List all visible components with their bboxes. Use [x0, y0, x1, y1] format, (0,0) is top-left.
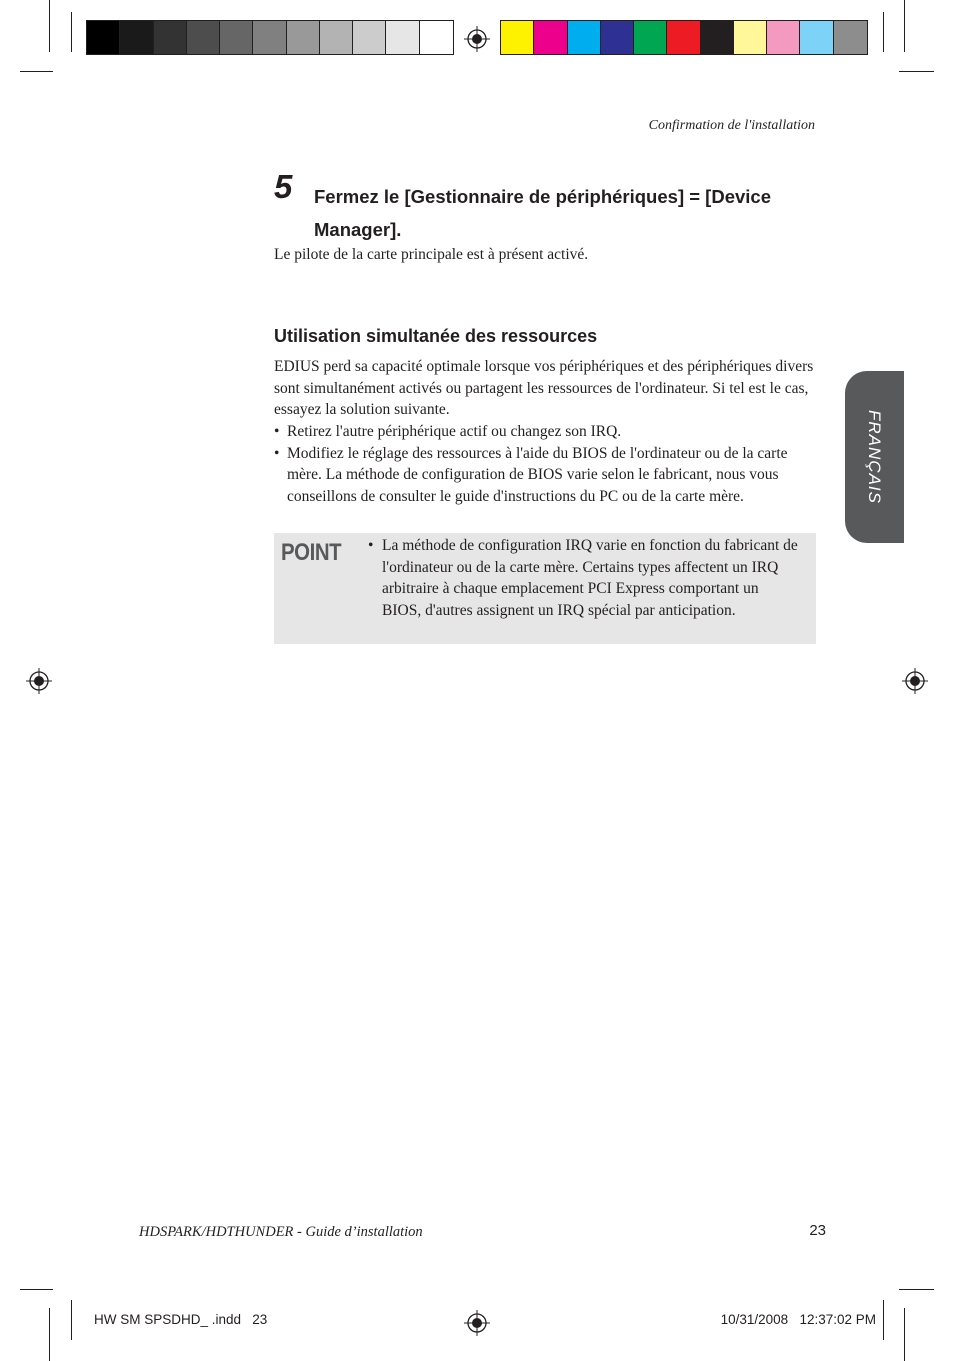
- crop-mark: [71, 12, 72, 52]
- point-note-item: • La méthode de configuration IRQ varie en fonction du fabricant de l'ordinateur ou de la carte mère. Certains types affectent un IRQ arbitraire à chaque emplacement PCI Express comportant un BIOS, d'autres assignent un IRQ spécial par anticipation.: [368, 535, 798, 621]
- color-swatch: [701, 21, 734, 54]
- bullet-item: • Modifiez le réglage des ressources à l'aide du BIOS de l'ordinateur ou de la carte mère. La méthode de configuration de BIOS varie selon le fabricant, nous vous conseillons de consulter le guide d'instructions du PC ou de la carte mère.: [274, 443, 814, 508]
- registration-mark-icon: [902, 668, 928, 694]
- crop-mark: [883, 1300, 884, 1340]
- crop-mark: [899, 1289, 934, 1290]
- footer-title: HDSPARK/HDTHUNDER - Guide d’installation: [139, 1224, 423, 1240]
- crop-mark: [883, 12, 884, 52]
- running-header: Confirmation de l'installation: [648, 118, 815, 133]
- color-swatch: [154, 21, 187, 54]
- color-swatch: [120, 21, 153, 54]
- color-swatch: [501, 21, 534, 54]
- color-swatch: [253, 21, 286, 54]
- slug-filename: HW SM SPSDHD_ .indd 23: [94, 1312, 268, 1327]
- section-heading: Utilisation simultanée des ressources: [274, 326, 598, 346]
- page-number: 23: [809, 1222, 826, 1239]
- color-swatch: [800, 21, 833, 54]
- crop-mark: [904, 0, 905, 52]
- crop-mark: [20, 1289, 53, 1290]
- step-description: Le pilote de la carte principale est à présent activé.: [274, 246, 589, 263]
- crop-mark: [71, 1300, 72, 1340]
- crop-mark: [49, 0, 50, 52]
- color-swatch: [353, 21, 386, 54]
- registration-mark-icon: [464, 1310, 490, 1336]
- step-title: Fermez le [Gestionnaire de périphériques] = [Device Manager].: [314, 186, 771, 240]
- color-swatch: [767, 21, 800, 54]
- color-swatch: [601, 21, 634, 54]
- color-swatch: [568, 21, 601, 54]
- crop-mark: [899, 71, 934, 72]
- step-number: 5: [274, 168, 293, 205]
- color-swatch: [834, 21, 867, 54]
- color-swatch: [287, 21, 320, 54]
- crop-mark: [20, 71, 53, 72]
- registration-mark-icon: [26, 668, 52, 694]
- color-swatch: [734, 21, 767, 54]
- registration-mark-icon: [464, 26, 490, 52]
- color-swatch: [386, 21, 419, 54]
- slug-datetime: 10/31/2008 12:37:02 PM: [720, 1312, 876, 1327]
- color-swatch: [220, 21, 253, 54]
- crop-mark: [49, 1308, 50, 1361]
- crop-mark: [904, 1308, 905, 1361]
- color-swatch: [320, 21, 353, 54]
- section-bullet-list: [274, 421, 814, 507]
- point-label: POINT: [281, 539, 342, 566]
- section-paragraph: EDIUS perd sa capacité optimale lorsque vos périphériques et des périphériques divers sont simultanément activés ou partagent les ressources de l'ordinateur. Si tel est le cas, essayez la solution suivante.: [274, 358, 814, 418]
- color-swatch: [87, 21, 120, 54]
- color-swatch: [420, 21, 453, 54]
- color-swatch: [187, 21, 220, 54]
- color-swatch: [534, 21, 567, 54]
- process-color-bar: [500, 20, 868, 55]
- color-swatch: [634, 21, 667, 54]
- bullet-item: • Retirez l'autre périphérique actif ou changez son IRQ.: [274, 421, 814, 443]
- language-tab-label: FRANÇAIS: [865, 410, 884, 504]
- color-swatch: [667, 21, 700, 54]
- grayscale-color-bar: [86, 20, 454, 55]
- point-note-list: [368, 535, 798, 621]
